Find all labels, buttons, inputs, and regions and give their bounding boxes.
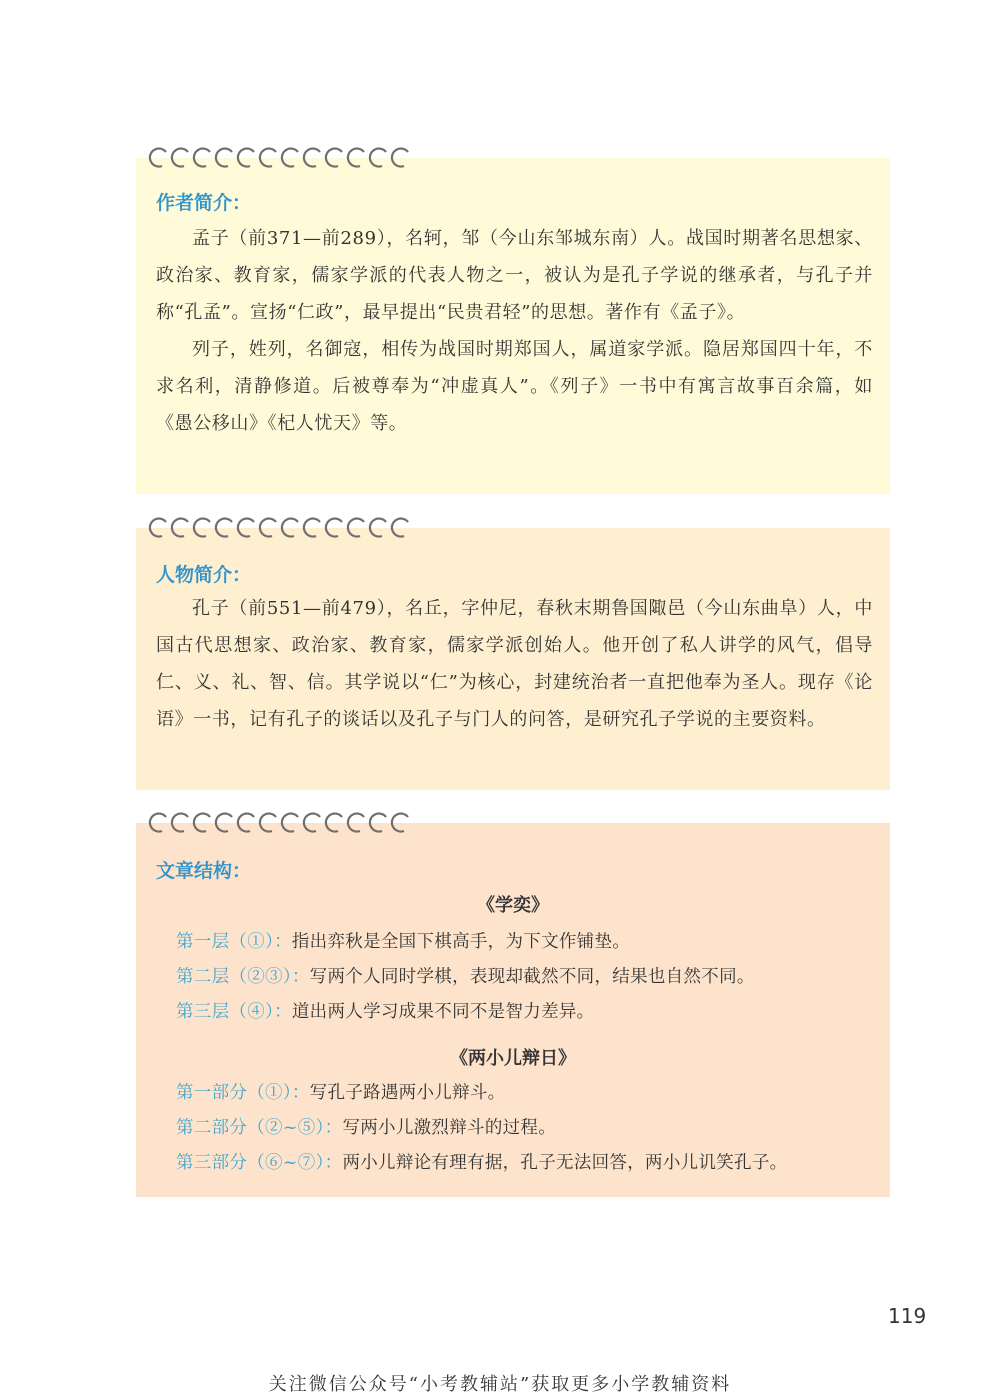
layer-text: 道出两人学习成果不同不是智力差异。	[291, 1002, 595, 1022]
list-item	[176, 925, 880, 960]
footer-note: 关注微信公众号“小考教辅站”获取更多小学教辅资料	[268, 1374, 732, 1395]
liang-xiaoer-part-list	[176, 1076, 880, 1181]
part-text: 写两小儿激烈辩斗的过程。	[342, 1118, 557, 1138]
person-intro-card	[136, 528, 890, 790]
xueyi-layer-list	[176, 925, 880, 1030]
spiral-binding-icon	[142, 809, 412, 839]
list-item	[176, 960, 880, 995]
part-text: 写孔子路遇两小儿辩斗。	[309, 1083, 506, 1103]
author-intro-title: 作者简介：	[156, 192, 252, 214]
list-item	[176, 995, 880, 1030]
part-label: 第三部分（⑥~⑦）	[176, 1153, 325, 1173]
layer-text: 写两个人同时学棋，表现却截然不同，结果也自然不同。	[309, 967, 755, 987]
colon: ：	[291, 967, 310, 987]
liezi-paragraph: 列子，姓列，名御寇，相传为战国时期郑国人，属道家学派。隐居郑国四十年，不求名利，清静修道。后被尊奉为“冲虚真人”。《列子》一书中有寓言故事百余篇，如《愚公移山》《杞人忧天》等。	[156, 339, 873, 434]
layer-label: 第二层（②③）	[176, 967, 292, 987]
kongzi-paragraph: 孔子（前551—前479），名丘，字仲尼，春秋末期鲁国陬邑（今山东曲阜）人，中国古代思想家、政治家、教育家，儒家学派创始人。他开创了私人讲学的风气，倡导仁、义、礼、智、信。其学说以“仁”为核心，封建统治者一直把他奉为圣人。现存《论语》一书，记有孔子的谈话以及孔子与门人的问答，是研究孔子学说的主要资料。	[156, 598, 873, 730]
spiral-binding-icon	[142, 144, 412, 174]
part-label: 第一部分（①）	[176, 1083, 292, 1103]
list-item	[176, 1146, 880, 1181]
structure-title: 文章结构：	[156, 860, 252, 882]
structure-card	[136, 823, 890, 1197]
layer-label: 第三层（④）	[176, 1002, 275, 1022]
colon: ：	[324, 1118, 343, 1138]
liang-xiaoer-heading: 《两小儿辩日》	[450, 1048, 576, 1069]
spiral-binding-icon	[142, 514, 412, 544]
person-intro-title: 人物简介：	[156, 564, 252, 586]
colon: ：	[324, 1153, 343, 1173]
part-label: 第二部分（②~⑤）	[176, 1118, 325, 1138]
colon: ：	[274, 932, 292, 952]
part-text: 两小儿辩论有理有据，孔子无法回答，两小儿讥笑孔子。	[342, 1153, 788, 1173]
author-intro-card	[136, 158, 890, 494]
author-intro-body	[156, 220, 873, 442]
colon: ：	[291, 1083, 310, 1103]
xueyi-heading: 《学奕》	[477, 895, 549, 916]
page-number: 119	[888, 1304, 927, 1328]
colon: ：	[274, 1002, 292, 1022]
person-intro-body	[156, 590, 873, 738]
layer-label: 第一层（①）	[176, 932, 275, 952]
mengzi-paragraph: 孟子（前371—前289），名轲，邹（今山东邹城东南）人。战国时期著名思想家、政治家、教育家，儒家学派的代表人物之一，被认为是孔子学说的继承者，与孔子并称“孔孟”。宣扬“仁政”，最早提出“民贵君轻”的思想。著作有《孟子》。	[156, 228, 873, 323]
layer-text: 指出弈秋是全国下棋高手，为下文作铺垫。	[291, 932, 631, 952]
list-item	[176, 1111, 880, 1146]
list-item	[176, 1076, 880, 1111]
